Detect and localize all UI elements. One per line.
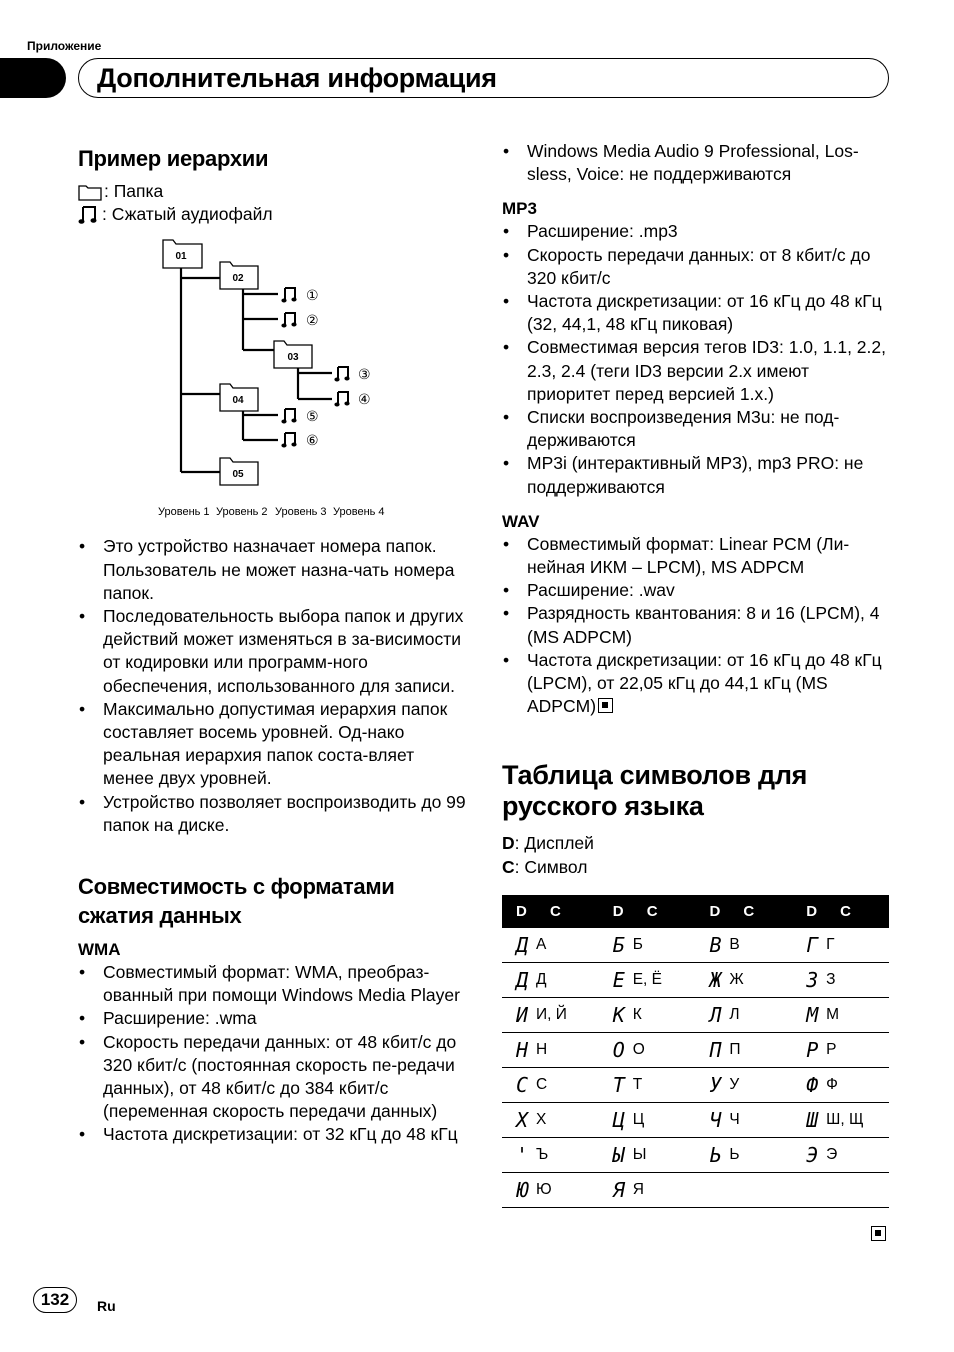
display-glyph: Д [502,963,536,998]
symbol-cell: Ь [729,1138,792,1173]
list-item: • Устройство позволяет воспроизводить до 99 папок на диске. [78,791,468,837]
symbol-cell: В [729,928,792,963]
list-item: • Совместимая версия тегов ID3: 1.0, 1.1, 2.2, 2.3, 2.4 (теги ID3 версии 2.x имеют приоритет перед версией 1.x.) [502,336,892,406]
col-header-c: C [633,895,696,928]
symbol-cell: К [633,998,696,1033]
svg-text:01: 01 [175,251,187,263]
display-glyph: Ы [599,1138,633,1173]
list-item: • Windows Media Audio 9 Professional, Los-sless, Voice: не поддерживаются [502,140,892,186]
level-4-label: Уровень 4 [333,506,385,519]
mp3-list [502,220,892,498]
display-glyph: Н [502,1033,536,1068]
symbol-cell: Р [826,1033,889,1068]
symbol-cell: А [536,928,599,963]
level-2-label: Уровень 2 [216,506,268,519]
svg-text:⑤: ⑤ [306,409,319,426]
svg-text:03: 03 [287,352,299,364]
folder-03 [274,341,312,368]
list-item: • Частота дискретизации: от 16 кГц до 48 кГц (32, 44,1, 48 кГц пиковая) [502,290,892,336]
legend-c-text: : Символ [514,856,588,877]
legend-symbol [502,856,892,879]
wav-list [502,533,892,719]
end-of-section-icon [871,1226,886,1245]
display-glyph: Г [792,928,826,963]
display-glyph: Ж [695,963,729,998]
symbol-cell: Я [633,1173,696,1208]
folder-01 [163,240,202,268]
page-title: Дополнительная информация [97,62,497,93]
table-header-row [502,895,889,928]
list-item: • Скорость передачи данных: от 48 кбит/с до 320 кбит/с (постоянная скорость пе-редачи данных), от 48 кбит/с до 384 кбит/с (переменная скорость передачи данных) [78,1031,468,1124]
wma-heading: WMA [78,940,121,960]
legend-file-text: : Сжатый аудиофайл [102,204,273,225]
display-glyph: Х [502,1103,536,1138]
display-glyph: И [502,998,536,1033]
symbol-cell: Э [826,1138,889,1173]
list-item: • Списки воспроизведения M3u: не под-держиваются [502,406,892,452]
folder-hierarchy-diagram [78,232,468,532]
symbol-cell: Ш, Щ [826,1103,889,1138]
list-item: • Последовательность выбора папок и других действий может изменяться в за-висимости от кодировки или программ-ного обеспечения, использованного для записи. [78,605,468,698]
display-glyph: Ф [792,1068,826,1103]
svg-text:①: ① [306,288,319,305]
symbol-cell: З [826,963,889,998]
display-glyph: З [792,963,826,998]
list-item: • Совместимый формат: Linear PCM (Ли-нейная ИКМ – LPCM), MS ADPCM [502,533,892,579]
legend-d-text: : Дисплей [514,833,594,854]
col-header-d: D [502,895,536,928]
symbol-cell: Ц [633,1103,696,1138]
file-4 [334,392,370,408]
display-glyph: Т [599,1068,633,1103]
wma-list-continued [502,140,892,186]
table-row [502,928,889,963]
col-header-d: D [599,895,633,928]
compat-heading: Совместимость с форматами сжатия данных [78,874,395,929]
hierarchy-notes-list [78,535,468,837]
hierarchy-heading: Пример иерархии [78,146,269,171]
list-item: • Это устройство назначает номера папок. Пользователь не может назна-чать номера папок. [78,535,468,605]
right-column [502,140,892,1208]
list-item: • Скорость передачи данных: от 8 кбит/с до 320 кбит/с [502,244,892,290]
col-header-d: D [695,895,729,928]
wav-last-item-text: Частота дискретизации: от 16 кГц до 48 кГц (LPCM), от 22,05 кГц до 44,1 кГц (MS ADPCM) [527,649,882,717]
folder-02 [220,262,258,289]
list-item: • Частота дискретизации: от 32 кГц до 48 кГц [78,1123,468,1146]
symbol-cell [729,1173,792,1208]
symbol-cell: Л [729,998,792,1033]
legend-folder [78,180,468,203]
display-glyph [695,1173,729,1208]
level-3-label: Уровень 3 [275,506,327,519]
svg-text:05: 05 [232,469,244,481]
page-number: 132 [33,1287,77,1313]
music-note-icon [78,205,100,225]
svg-text:⑥: ⑥ [306,433,319,450]
svg-text:③: ③ [358,367,371,384]
display-glyph: Ю [502,1173,536,1208]
display-glyph: Р [792,1033,826,1068]
table-row [502,1173,889,1208]
list-item: • Расширение: .mp3 [502,220,892,243]
file-2 [281,313,318,329]
table-row [502,1138,889,1173]
table-row [502,963,889,998]
display-glyph: Л [695,998,729,1033]
display-glyph [792,1173,826,1208]
page-title-bar [78,58,889,98]
display-glyph: Э [792,1138,826,1173]
legend-folder-text: : Папка [104,181,164,201]
level-1-label: Уровень 1 [158,506,210,519]
display-glyph: Ц [599,1103,633,1138]
symbol-cell: Х [536,1103,599,1138]
display-glyph: П [695,1033,729,1068]
symbol-cell: Ъ [536,1138,599,1173]
svg-text:04: 04 [232,395,244,407]
symbol-cell: Ю [536,1173,599,1208]
mp3-heading: MP3 [502,199,537,219]
svg-text:02: 02 [232,273,244,285]
symbol-cell: Д [536,963,599,998]
symbol-cell: Г [826,928,889,963]
legend-display [502,832,892,855]
symbol-cell: Ы [633,1138,696,1173]
wav-heading: WAV [502,511,540,531]
col-header-c: C [729,895,792,928]
language-code: Ru [97,1298,116,1314]
folder-icon [78,183,102,201]
file-5 [281,409,318,425]
legend-c-key: C [502,856,515,877]
file-3 [334,367,370,383]
display-glyph: О [599,1033,633,1068]
symbol-cell: С [536,1068,599,1103]
display-glyph: ' [502,1138,536,1173]
display-glyph: Е [599,963,633,998]
wma-list [78,961,468,1147]
russian-char-table [502,895,889,1209]
hierarchy-tree-svg [78,232,468,532]
display-glyph: Ш [792,1103,826,1138]
symbol-cell [826,1173,889,1208]
svg-text:②: ② [306,313,319,330]
display-glyph: М [792,998,826,1033]
display-glyph: У [695,1068,729,1103]
symbol-cell: О [633,1033,696,1068]
legend-file [78,203,468,226]
symbol-cell: Ф [826,1068,889,1103]
list-item: • Разрядность квантования: 8 и 16 (LPCM), 4 (MS ADPCM) [502,602,892,648]
char-table-heading: Таблица символов для русского языка [502,760,808,822]
section-label: Приложение [27,39,102,53]
folder-04 [220,384,258,411]
display-glyph: Я [599,1173,633,1208]
list-item: • Расширение: .wma [78,1007,468,1030]
symbol-cell: Т [633,1068,696,1103]
symbol-cell: П [729,1033,792,1068]
display-glyph: Д [502,928,536,963]
table-row [502,1068,889,1103]
display-glyph: К [599,998,633,1033]
symbol-cell: Б [633,928,696,963]
display-glyph: В [695,928,729,963]
display-glyph: Ч [695,1103,729,1138]
file-1 [281,288,318,304]
folder-05 [220,458,258,485]
display-glyph: С [502,1068,536,1103]
symbol-cell: И, Й [536,998,599,1033]
col-header-c: C [826,895,889,928]
section-tab-marker [0,58,66,98]
col-header-d: D [792,895,826,928]
list-item: • MP3i (интерактивный MP3), mp3 PRO: не поддерживаются [502,452,892,498]
display-glyph: Ь [695,1138,729,1173]
display-glyph: Б [599,928,633,963]
symbol-cell: Ж [729,963,792,998]
svg-text:④: ④ [358,392,371,409]
symbol-cell: У [729,1068,792,1103]
list-item: • Расширение: .wav [502,579,892,602]
table-row [502,1103,889,1138]
file-6 [281,433,318,449]
symbol-cell: Е, Ё [633,963,696,998]
legend-d-key: D [502,833,515,854]
symbol-cell: Н [536,1033,599,1068]
list-item [502,649,892,719]
table-row [502,998,889,1033]
list-item: • Совместимый формат: WMA, преобраз-ованный при помощи Windows Media Player [78,961,468,1007]
list-item: • Максимально допустимая иерархия папок составляет восемь уровней. Од-нако реальная иерархия папок соста-вляет менее двух уровней. [78,698,468,791]
col-header-c: C [536,895,599,928]
end-of-section-icon [598,698,613,713]
left-column [78,140,468,1147]
table-row [502,1033,889,1068]
symbol-cell: Ч [729,1103,792,1138]
symbol-cell: М [826,998,889,1033]
